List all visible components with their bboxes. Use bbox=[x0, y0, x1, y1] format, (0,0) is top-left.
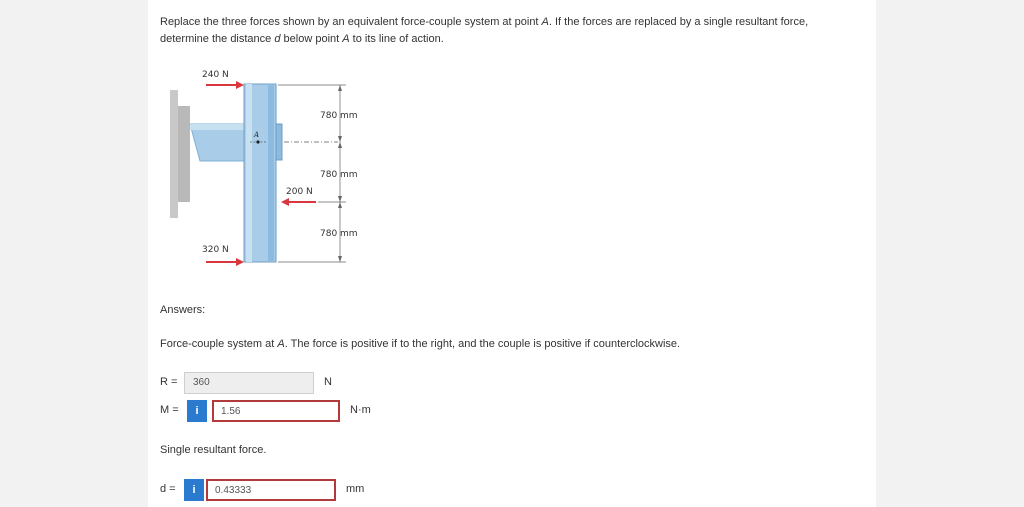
info-icon[interactable]: i bbox=[184, 479, 204, 501]
d-unit: mm bbox=[346, 483, 365, 495]
point-a-label: A bbox=[254, 131, 260, 139]
d-label: d = bbox=[160, 483, 176, 495]
r-unit: N bbox=[324, 376, 332, 388]
dimension-label-1: 780 mm bbox=[320, 111, 358, 121]
dimension-label-3: 780 mm bbox=[320, 229, 358, 239]
problem-figure bbox=[160, 66, 370, 280]
question-text: Replace the three forces shown by an equivalent force-couple system at point A. If the forces are replaced by a single resultant force, determine the distance d below point A to its line of action. bbox=[160, 16, 809, 45]
force-label-bottom: 320 N bbox=[202, 245, 229, 255]
wall bbox=[170, 90, 178, 218]
force-label-mid: 200 N bbox=[286, 187, 313, 197]
m-input[interactable]: 1.56 bbox=[212, 400, 340, 422]
r-value-field: 360 bbox=[184, 372, 314, 394]
force-label-top: 240 N bbox=[202, 70, 229, 80]
info-icon[interactable]: i bbox=[187, 400, 207, 422]
force-couple-description: Force-couple system at A. The force is positive if to the right, and the couple is positive if counterclockwise. bbox=[160, 338, 681, 350]
question-card bbox=[148, 0, 876, 507]
m-label: M = bbox=[160, 404, 179, 416]
single-resultant-heading: Single resultant force. bbox=[160, 444, 267, 456]
r-label: R = bbox=[160, 376, 178, 388]
wall-plate bbox=[178, 106, 190, 202]
dimension-label-2: 780 mm bbox=[320, 170, 358, 180]
answers-heading: Answers: bbox=[160, 304, 206, 316]
m-unit: N·m bbox=[350, 404, 371, 416]
d-input[interactable]: 0.43333 bbox=[206, 479, 336, 501]
